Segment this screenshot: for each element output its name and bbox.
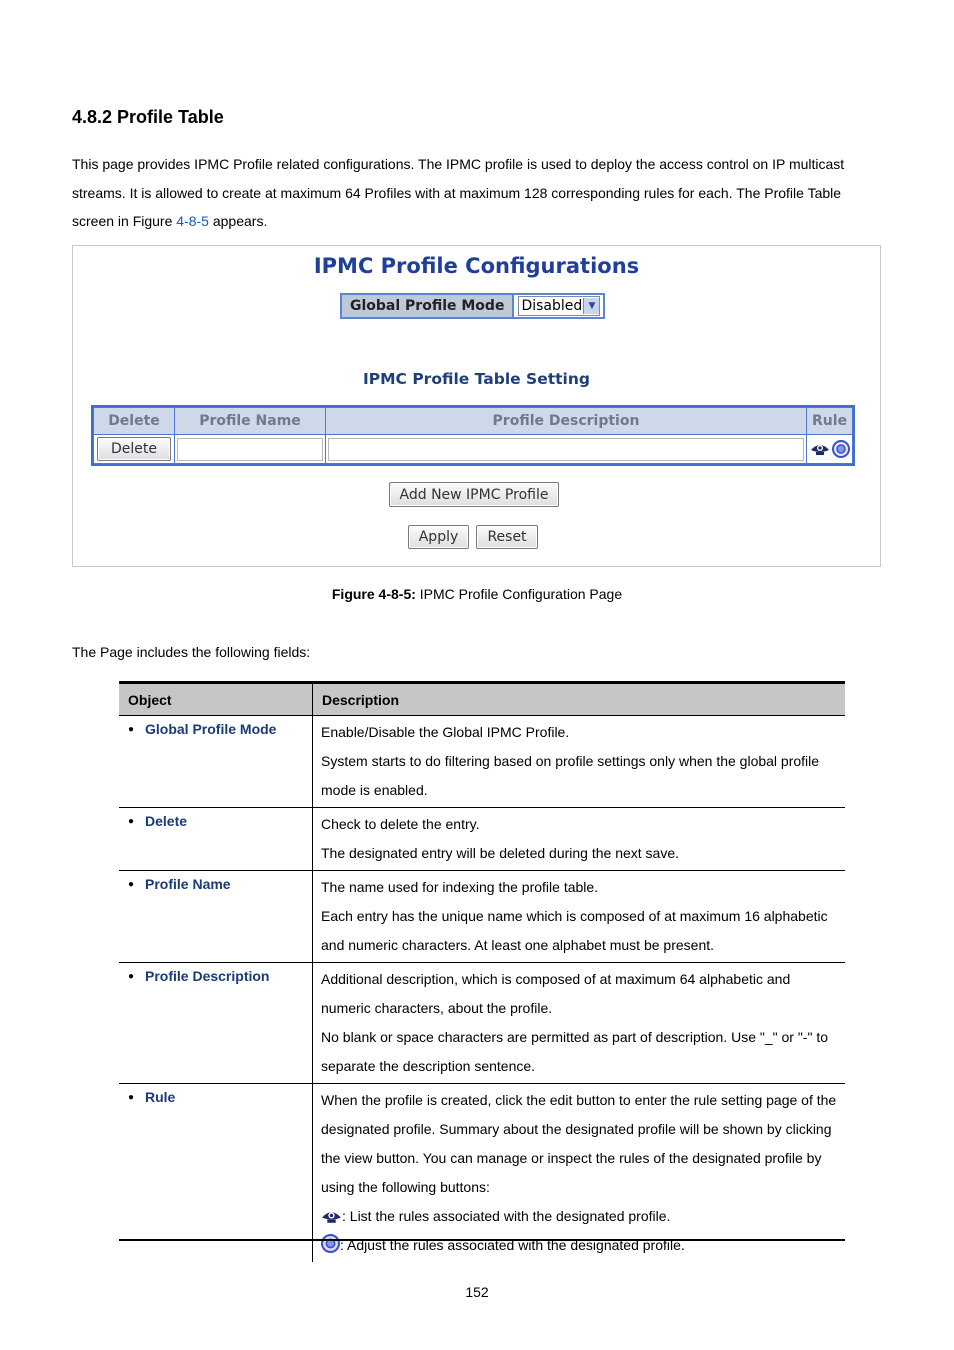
- view-eye-icon: [321, 1209, 342, 1224]
- chevron-down-icon[interactable]: ▼: [583, 298, 599, 314]
- edit-circle-icon[interactable]: [832, 440, 850, 458]
- fields-table: [119, 681, 845, 1262]
- column-header-profile-name: Profile Name: [175, 408, 326, 435]
- description-line: [321, 1202, 837, 1231]
- global-profile-mode-value: Disabled: [521, 298, 583, 314]
- caption-text: IPMC Profile Configuration Page: [415, 586, 623, 602]
- description-line: The designated entry will be deleted during the next save.: [321, 845, 680, 861]
- header-description: Description: [313, 684, 846, 716]
- caption-label: Figure 4-8-5:: [331, 586, 416, 602]
- description-line: Each entry has the unique name which is composed of at maximum 16 alphabetic and numeric characters. At least one alphabet must be present.: [321, 908, 828, 953]
- description-line: Enable/Disable the Global IPMC Profile.: [321, 724, 570, 740]
- object-name: Global Profile Mode: [145, 721, 277, 737]
- table-row: ● Delete Check to delete the entry. The designated entry will be deleted during the next save.: [119, 808, 845, 871]
- description-line: The name used for indexing the profile table.: [321, 879, 599, 895]
- description-line: Check to delete the entry.: [321, 816, 480, 832]
- column-header-delete: Delete: [94, 408, 175, 435]
- apply-button[interactable]: Apply: [408, 525, 469, 549]
- add-new-profile-button[interactable]: Add New IPMC Profile: [389, 482, 559, 507]
- fields-intro: The Page includes the following fields:: [72, 644, 311, 660]
- profile-table: [91, 405, 855, 466]
- table-row: [94, 435, 853, 464]
- object-name: Rule: [145, 1089, 176, 1105]
- description-line: Additional description, which is composed of at maximum 64 alphabetic and numeric characters, about the profile.: [321, 971, 791, 1016]
- global-profile-mode: [340, 293, 605, 319]
- header-object: Object: [119, 684, 313, 716]
- delete-button[interactable]: Delete: [97, 437, 171, 461]
- table-bottom-rule: [119, 1239, 845, 1241]
- object-name: Profile Description: [145, 968, 270, 984]
- edit-circle-icon: [321, 1234, 340, 1253]
- description-line: No blank or space characters are permitted as part of description. Use "_" or "-" to separate the description sentence.: [321, 1029, 828, 1074]
- column-header-profile-description: Profile Description: [326, 408, 807, 435]
- page-number: 152: [465, 1284, 489, 1300]
- object-name: Profile Name: [145, 876, 231, 892]
- figure-link[interactable]: 4-8-5: [176, 213, 209, 229]
- global-profile-mode-select[interactable]: [514, 295, 603, 317]
- intro-text-end: appears.: [208, 213, 268, 229]
- table-title: IPMC Profile Table Setting: [363, 370, 590, 388]
- profile-name-input[interactable]: [177, 438, 323, 461]
- intro-paragraph: [72, 150, 882, 236]
- section-heading: 4.8.2 Profile Table: [72, 107, 224, 127]
- view-eye-icon[interactable]: [810, 442, 830, 456]
- icon-description: : Adjust the rules associated with the designated profile.: [340, 1237, 685, 1253]
- icon-description: : List the rules associated with the designated profile.: [342, 1208, 671, 1224]
- table-row: ● Global Profile Mode Enable/Disable the Global IPMC Profile. System starts to do filtering based on profile settings only when the global profile mode is enabled.: [119, 716, 845, 808]
- profile-description-input[interactable]: [328, 438, 804, 461]
- description-line: When the profile is created, click the edit button to enter the rule setting page of the designated profile. Summary about the designated profile will be shown by clicking the view button. You can manage or inspect the rules of the designated profile by using the following buttons:: [321, 1092, 837, 1195]
- global-profile-mode-label: Global Profile Mode: [342, 295, 514, 317]
- table-row: ● Profile Name The name used for indexing the profile table. Each entry has the unique name which is composed of at maximum 16 alphabetic and numeric characters. At least one alphabet must be present.: [119, 871, 845, 963]
- column-header-rule: Rule: [807, 408, 853, 435]
- object-name: Delete: [145, 813, 188, 829]
- description-line: System starts to do filtering based on profile settings only when the global profile mode is enabled.: [321, 753, 820, 798]
- description-line: [321, 1231, 837, 1260]
- table-row: ● Rule When the profile is created, click the edit button to enter the rule setting page of the designated profile. Summary about the designated profile will be shown by clicking the view button. You can manage or inspect the rules of the designated profile by using the following buttons: : List the rules associated with the designated profile. : Adjust the rules associated with the designated profile.: [119, 1084, 845, 1263]
- intro-text: This page provides IPMC Profile related configurations. The IPMC profile is used to deploy the access control on IP multicast streams. It is allowed to create at maximum 64 Profiles with at maximum 128 corresponding rules for each. The Profile Table screen in Figure: [72, 156, 845, 229]
- config-title: IPMC Profile Configurations: [313, 254, 640, 278]
- table-row: ● Profile Description Additional description, which is composed of at maximum 64 alphabetic and numeric characters, about the profile. No blank or space characters are permitted as part of description. Use "_" or "-" to separate the description sentence.: [119, 963, 845, 1084]
- reset-button[interactable]: Reset: [476, 525, 538, 549]
- figure-screenshot: [72, 245, 881, 567]
- figure-caption: [0, 586, 954, 602]
